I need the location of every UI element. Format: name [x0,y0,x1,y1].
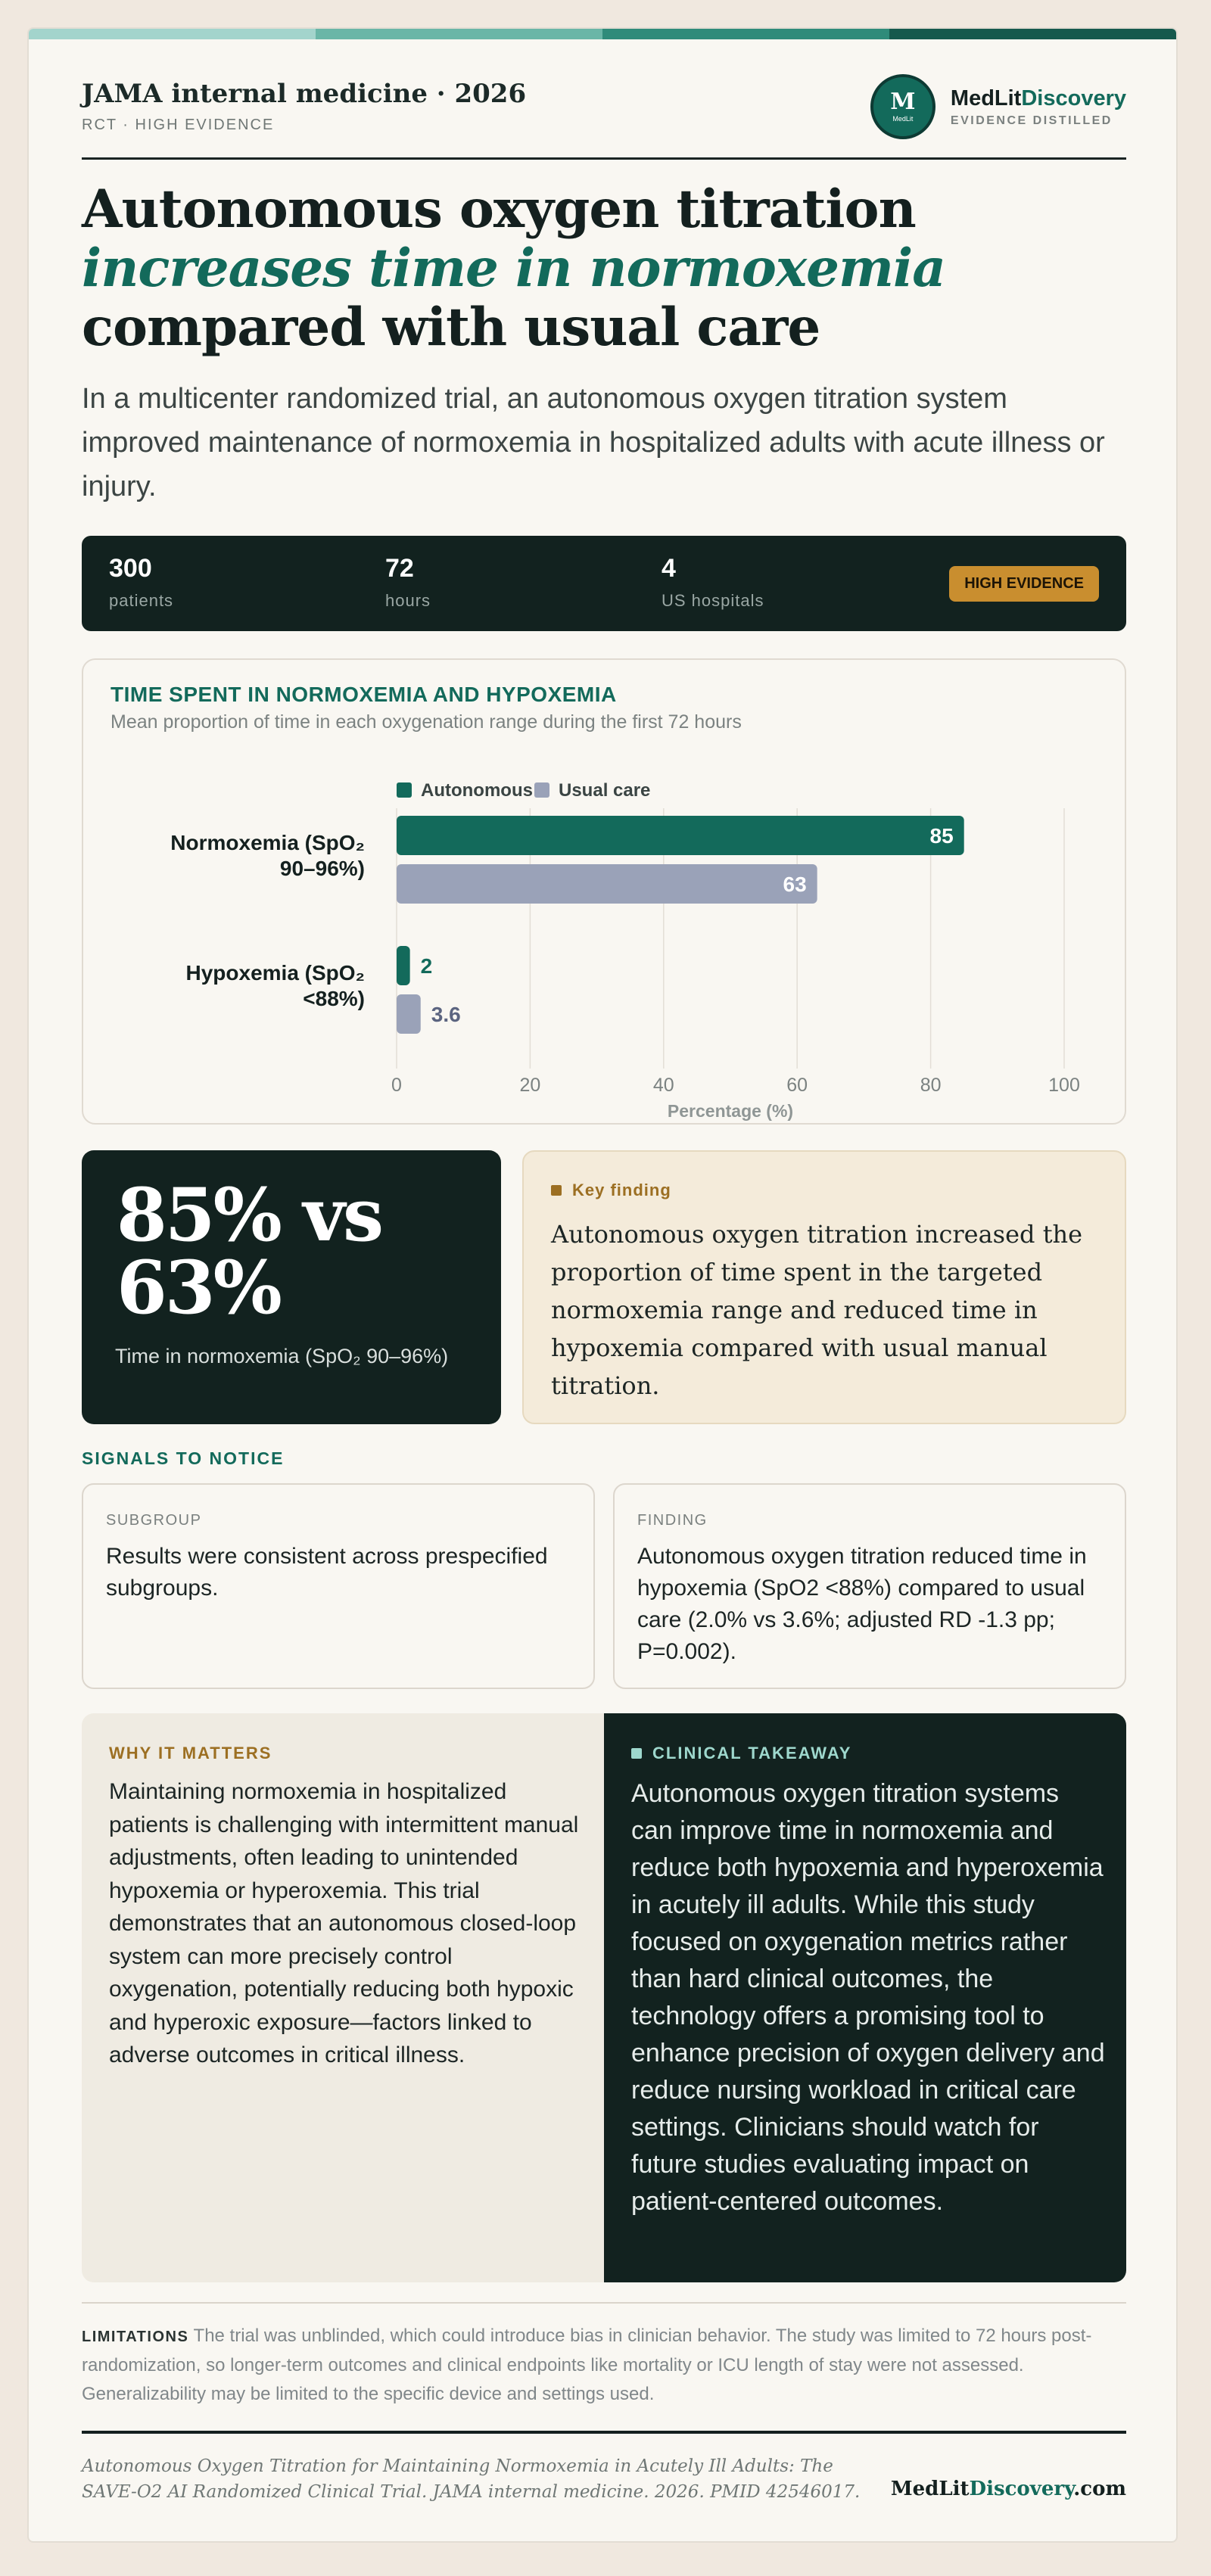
chart-card [82,658,1126,1125]
site-link[interactable] [891,2478,1126,2500]
headline-stat-value: 85% vs 63% [117,1172,382,1330]
square-bullet-icon [631,1748,642,1759]
bar-value-label: 85 [929,824,954,848]
category-label: Normoxemia (SpO₂ [170,831,365,854]
logo-small-text: MedLit [892,115,914,123]
signal-text: Results were consistent across prespecified subgroups. [106,1544,548,1601]
takeaway-label-text: CLINICAL TAKEAWAY [652,1744,852,1762]
legend-swatch [397,782,412,798]
stat-patients [109,554,173,611]
signal-text: Autonomous oxygen titration reduced time in hypoxemia (SpO2 <88%) compared to usual care (2.0% vs 3.6%; adjusted RD -1.3 pp; P=0.002). [637,1544,1087,1664]
stat-hours [385,554,431,611]
citation: Autonomous Oxygen Titration for Maintaining Normoxemia in Acutely Ill Adults: The SAVE-O2 AI Randomized Clinical Trial. JAMA internal medicine. 2026. PMID 42546017. [82,2456,861,2502]
brand-name [951,86,1126,111]
square-bullet-icon [551,1185,562,1196]
top-color-stripe [29,29,1176,39]
why-text: Maintaining normoxemia in hospitalized patients is challenging with intermittent manual adjustments, often leading to unintended hypoxemia or hyperoxemia. This trial demonstrates that an autonomous closed-loop system can more precisely control oxygenation, potentially reducing both hypoxic and hyperoxic exposure—factors linked to adverse outcomes in critical illness. [109,1779,579,2067]
key-finding-card [522,1150,1126,1424]
clinical-takeaway-panel [604,1713,1126,2282]
bar-value-label: 63 [783,873,807,896]
key-finding-label [551,1181,671,1200]
limitations-divider [82,2302,1126,2304]
signal-card-subgroup [82,1483,595,1689]
stripe-segment [316,29,602,39]
signals-heading: SIGNALS TO NOTICE [82,1448,285,1468]
x-tick-label: 40 [652,1075,674,1096]
site-third: .com [1073,2478,1126,2500]
bar [397,946,410,985]
stat-label: US hospitals [662,591,764,610]
bar-chart [83,660,1125,1123]
x-tick-label: 0 [391,1075,402,1096]
signal-label: SUBGROUP [106,1512,202,1529]
limitations-label: LIMITATIONS [82,2329,189,2345]
site-second: Discovery [969,2478,1074,2500]
x-tick-label: 80 [920,1075,942,1096]
chart-title: TIME SPENT IN NORMOXEMIA AND HYPOXEMIA [111,683,617,706]
lede-paragraph: In a multicenter randomized trial, an autonomous oxygen titration system improved maintenance of normoxemia in hospitalized adults with acute illness or injury. [82,383,1105,502]
x-tick-label: 100 [1048,1075,1080,1096]
brand-block[interactable] [870,74,1126,139]
key-finding-label-text: Key finding [572,1181,671,1199]
brand-name-second: Discovery [1021,86,1126,110]
logo-icon [870,74,935,139]
brand-tagline: EVIDENCE DISTILLED [950,114,1113,127]
stat-value: 300 [109,554,152,583]
title-emphasis: increases time in normoxemia [82,238,945,299]
stripe-segment [602,29,889,39]
title-part-2: compared with usual care [82,297,820,358]
journal-name: JAMA internal medicine · 2026 [82,79,527,109]
legend-label: Autonomous [421,780,533,801]
stripe-segment [29,29,316,39]
stat-value: 72 [385,554,414,583]
site-first: MedLit [890,2478,970,2500]
legend-label: Usual care [559,780,651,801]
category-label: Hypoxemia (SpO₂ [185,961,365,985]
signal-card-finding [613,1483,1126,1689]
footer-divider [82,2431,1126,2434]
signal-label: FINDING [637,1512,708,1529]
x-axis-label: Percentage (%) [667,1101,794,1121]
stat-hospitals [662,554,764,611]
bar-value-label: 2 [420,954,433,978]
evidence-badge: HIGH EVIDENCE [949,566,1099,602]
limitations-text: The trial was unblinded, which could introduce bias in clinician behavior. The study was limited to 72 hours post-randomization, so longer-term outcomes and clinical endpoints like mortality or ICU length of stay were not assessed. Generalizability may be limited to the specific device and settings used. [82,2326,1092,2404]
stripe-segment [889,29,1176,39]
brand-text [951,86,1126,128]
headline-stat-card [82,1150,501,1424]
page-title [82,180,1126,357]
header-divider [82,157,1126,160]
brand-name-first: MedLit [950,86,1022,110]
evidence-tag: RCT · HIGH EVIDENCE [82,117,275,133]
why-it-matters-panel [82,1713,604,2282]
stat-label: patients [109,591,174,610]
takeaway-text: Autonomous oxygen titration systems can improve time in normoxemia and reduce both hypoxemia and hyperoxemia in acutely ill adults. While this study focused on oxygenation metrics rather than hard clinical outcomes, the technology offers a promising tool to enhance precision of oxygen delivery and reduce nursing workload in critical care settings. Clinicians should watch for future studies evaluating impact on patient-centered outcomes. [631,1779,1105,2216]
stat-value: 4 [662,554,676,583]
category-label: <88%) [303,987,365,1010]
category-label: 90–96%) [279,857,365,880]
x-tick-label: 60 [786,1075,808,1096]
key-finding-text: Autonomous oxygen titration increased the proportion of time spent in the targeted normoxemia range and reduced time in hypoxemia compared with usual manual titration. [551,1220,1083,1400]
takeaway-label [631,1744,851,1763]
infographic-card [27,27,1178,2543]
chart-subtitle: Mean proportion of time in each oxygenation range during the first 72 hours [111,711,742,733]
bar [397,816,964,855]
headline-stat-caption: Time in normoxemia (SpO₂ 90–96%) [115,1345,449,1367]
limitations [82,2322,1126,2409]
x-tick-label: 20 [519,1075,541,1096]
stat-label: hours [385,591,431,610]
why-label: WHY IT MATTERS [109,1744,272,1762]
bar-value-label: 3.6 [431,1003,461,1026]
bar [397,994,421,1034]
legend-swatch [534,782,549,798]
title-part-1: Autonomous oxygen titration [82,179,916,240]
bar [397,864,817,904]
logo-letter: M [890,89,916,115]
stats-bar [82,536,1126,631]
